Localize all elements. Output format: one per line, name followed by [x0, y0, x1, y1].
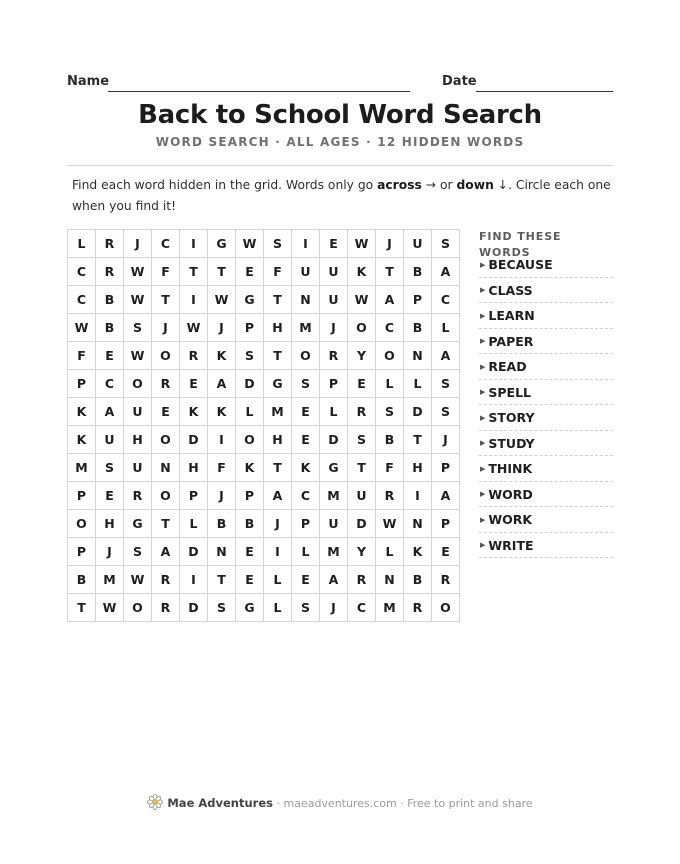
grid-cell[interactable]: U — [348, 482, 376, 510]
word-label: SPELL — [488, 384, 532, 400]
word-label: WORD — [488, 486, 533, 502]
grid-cell[interactable]: U — [320, 286, 348, 314]
grid-cell[interactable]: W — [96, 594, 124, 622]
grid-cell[interactable]: S — [264, 230, 292, 258]
grid-cell[interactable]: Y — [348, 538, 376, 566]
instructions-text-1: Find each word hidden in the grid. Words only go — [72, 178, 378, 192]
letter-grid — [67, 229, 460, 622]
grid-cell[interactable]: R — [152, 370, 180, 398]
grid-cell[interactable]: O — [124, 370, 152, 398]
grid-cell[interactable]: W — [208, 286, 236, 314]
grid-cell[interactable]: T — [180, 258, 208, 286]
footer — [0, 794, 680, 813]
grid-cell[interactable]: C — [292, 482, 320, 510]
grid-cell[interactable]: A — [376, 286, 404, 314]
grid-cell[interactable]: E — [236, 538, 264, 566]
word-list-item — [479, 381, 613, 406]
grid-cell[interactable]: H — [124, 426, 152, 454]
grid-cell[interactable]: I — [180, 286, 208, 314]
grid-cell[interactable]: M — [68, 454, 96, 482]
triangle-right-icon: ▶ — [480, 439, 486, 448]
grid-cell[interactable]: F — [152, 258, 180, 286]
grid-cell[interactable]: N — [404, 342, 432, 370]
grid-cell[interactable]: R — [96, 230, 124, 258]
grid-cell[interactable]: B — [68, 566, 96, 594]
word-label: LEARN — [488, 308, 535, 324]
grid-cell[interactable]: T — [376, 258, 404, 286]
grid-cell[interactable]: T — [404, 426, 432, 454]
grid-cell[interactable]: A — [152, 538, 180, 566]
grid-cell[interactable]: L — [404, 370, 432, 398]
word-list-item — [479, 508, 613, 533]
grid-cell[interactable]: S — [292, 370, 320, 398]
word-label: THINK — [488, 461, 533, 477]
grid-cell[interactable]: E — [96, 482, 124, 510]
grid-cell[interactable]: P — [236, 314, 264, 342]
grid-cell[interactable]: P — [68, 370, 96, 398]
grid-cell[interactable]: C — [68, 286, 96, 314]
grid-cell[interactable]: P — [236, 482, 264, 510]
grid-cell[interactable]: E — [96, 342, 124, 370]
grid-cell[interactable]: I — [264, 538, 292, 566]
grid-cell[interactable]: W — [124, 258, 152, 286]
grid-cell[interactable]: W — [180, 314, 208, 342]
grid-cell[interactable]: S — [376, 398, 404, 426]
grid-cell[interactable]: H — [264, 314, 292, 342]
grid-cell[interactable]: K — [292, 454, 320, 482]
grid-cell[interactable]: K — [236, 454, 264, 482]
grid-cell[interactable]: O — [124, 594, 152, 622]
grid-cell[interactable]: L — [292, 538, 320, 566]
grid-cell[interactable]: M — [264, 398, 292, 426]
grid-cell[interactable]: M — [320, 538, 348, 566]
grid-cell[interactable]: J — [376, 230, 404, 258]
grid-cell[interactable]: U — [404, 230, 432, 258]
grid-cell[interactable]: T — [348, 454, 376, 482]
grid-cell[interactable]: O — [152, 426, 180, 454]
grid-cell[interactable]: J — [432, 426, 460, 454]
grid-cell[interactable]: T — [264, 454, 292, 482]
word-label: CLASS — [488, 282, 533, 298]
grid-cell[interactable]: W — [124, 342, 152, 370]
triangle-right-icon: ▶ — [480, 260, 486, 269]
grid-cell[interactable]: C — [152, 230, 180, 258]
triangle-right-icon: ▶ — [480, 388, 486, 397]
grid-cell[interactable]: J — [152, 314, 180, 342]
grid-cell[interactable]: H — [404, 454, 432, 482]
word-label: WRITE — [488, 537, 534, 553]
grid-cell[interactable]: D — [320, 426, 348, 454]
grid-cell[interactable]: C — [432, 286, 460, 314]
grid-cell[interactable]: K — [404, 538, 432, 566]
instructions — [72, 175, 612, 217]
grid-cell[interactable]: I — [180, 230, 208, 258]
grid-cell[interactable]: R — [152, 594, 180, 622]
word-list-item — [479, 457, 613, 482]
grid-cell[interactable]: S — [208, 594, 236, 622]
grid-cell[interactable]: B — [376, 426, 404, 454]
triangle-right-icon: ▶ — [480, 515, 486, 524]
grid-cell[interactable]: S — [432, 230, 460, 258]
grid-cell[interactable]: G — [264, 370, 292, 398]
grid-cell[interactable]: K — [348, 258, 376, 286]
grid-cell[interactable]: U — [292, 258, 320, 286]
instructions-text-3: ↓. Circle each one when you find it! — [72, 178, 611, 213]
word-list-item — [479, 534, 613, 559]
grid-cell[interactable]: B — [404, 258, 432, 286]
grid-cell[interactable]: O — [376, 342, 404, 370]
grid-cell[interactable]: T — [264, 342, 292, 370]
grid-cell[interactable]: C — [348, 594, 376, 622]
grid-cell[interactable]: S — [124, 314, 152, 342]
daisy-flower-icon — [147, 794, 163, 813]
instructions-across: across — [377, 178, 422, 192]
grid-cell[interactable]: A — [264, 482, 292, 510]
grid-cell[interactable]: L — [68, 230, 96, 258]
grid-cell[interactable]: P — [432, 454, 460, 482]
grid-cell[interactable]: O — [152, 342, 180, 370]
grid-cell[interactable]: D — [348, 510, 376, 538]
grid-cell[interactable]: P — [292, 510, 320, 538]
name-line[interactable] — [108, 91, 410, 92]
grid-cell[interactable]: N — [404, 510, 432, 538]
grid-cell[interactable]: W — [68, 314, 96, 342]
grid-cell[interactable]: E — [180, 370, 208, 398]
grid-cell[interactable]: R — [348, 398, 376, 426]
grid-cell[interactable]: R — [180, 342, 208, 370]
grid-cell[interactable]: D — [404, 398, 432, 426]
grid-cell[interactable]: L — [236, 398, 264, 426]
grid-cell[interactable]: U — [96, 426, 124, 454]
grid-cell[interactable]: S — [292, 594, 320, 622]
grid-cell[interactable]: W — [348, 230, 376, 258]
grid-cell[interactable]: P — [68, 538, 96, 566]
triangle-right-icon: ▶ — [480, 311, 486, 320]
grid-cell[interactable]: G — [236, 594, 264, 622]
date-line[interactable] — [476, 91, 613, 92]
grid-cell[interactable]: L — [432, 314, 460, 342]
grid-cell[interactable]: P — [68, 482, 96, 510]
grid-cell[interactable]: L — [376, 538, 404, 566]
grid-cell[interactable]: P — [432, 510, 460, 538]
word-list-item — [479, 253, 613, 278]
grid-cell[interactable]: G — [236, 286, 264, 314]
grid-cell[interactable]: C — [376, 314, 404, 342]
word-list-item — [479, 304, 613, 329]
grid-cell[interactable]: U — [320, 258, 348, 286]
grid-cell[interactable]: T — [264, 286, 292, 314]
grid-cell[interactable]: B — [404, 314, 432, 342]
grid-cell[interactable]: S — [432, 398, 460, 426]
grid-cell[interactable]: F — [208, 454, 236, 482]
grid-cell[interactable]: N — [292, 286, 320, 314]
grid-cell[interactable]: B — [404, 566, 432, 594]
grid-cell[interactable]: S — [96, 454, 124, 482]
grid-cell[interactable]: E — [432, 538, 460, 566]
grid-cell[interactable]: U — [320, 510, 348, 538]
word-list-item — [479, 432, 613, 457]
grid-cell[interactable]: T — [152, 510, 180, 538]
grid-cell[interactable]: A — [432, 342, 460, 370]
grid-cell[interactable]: W — [124, 566, 152, 594]
triangle-right-icon: ▶ — [480, 490, 486, 499]
word-list-item — [479, 330, 613, 355]
date-label: Date — [442, 74, 477, 89]
grid-cell[interactable]: I — [292, 230, 320, 258]
grid-cell[interactable]: S — [432, 370, 460, 398]
grid-cell[interactable]: W — [376, 510, 404, 538]
grid-cell[interactable]: K — [68, 398, 96, 426]
instructions-down: down — [456, 178, 494, 192]
grid-cell[interactable]: O — [68, 510, 96, 538]
grid-cell[interactable]: J — [264, 510, 292, 538]
grid-cell[interactable]: T — [68, 594, 96, 622]
name-date-fields — [67, 74, 613, 94]
instructions-text-2: → or — [421, 178, 457, 192]
grid-cell[interactable]: P — [180, 482, 208, 510]
grid-cell[interactable]: J — [208, 314, 236, 342]
grid-cell[interactable]: P — [404, 286, 432, 314]
grid-cell[interactable]: P — [320, 370, 348, 398]
grid-cell[interactable]: M — [96, 566, 124, 594]
triangle-right-icon: ▶ — [480, 413, 486, 422]
grid-cell[interactable]: O — [236, 426, 264, 454]
word-list-item — [479, 406, 613, 431]
grid-cell[interactable]: H — [264, 426, 292, 454]
grid-cell[interactable]: N — [376, 566, 404, 594]
grid-cell[interactable]: I — [208, 426, 236, 454]
grid-cell[interactable]: A — [320, 566, 348, 594]
grid-cell[interactable]: G — [320, 454, 348, 482]
grid-cell[interactable]: U — [124, 454, 152, 482]
grid-cell[interactable]: D — [180, 594, 208, 622]
grid-cell[interactable]: D — [236, 370, 264, 398]
grid-cell[interactable]: E — [152, 398, 180, 426]
grid-cell[interactable]: E — [236, 258, 264, 286]
grid-cell[interactable]: T — [208, 566, 236, 594]
grid-cell[interactable]: C — [68, 258, 96, 286]
grid-cell[interactable]: B — [236, 510, 264, 538]
grid-cell[interactable]: E — [292, 398, 320, 426]
grid-cell[interactable]: W — [236, 230, 264, 258]
grid-cell[interactable]: N — [152, 454, 180, 482]
grid-cell[interactable]: R — [404, 594, 432, 622]
grid-cell[interactable]: D — [180, 426, 208, 454]
word-label: BECAUSE — [488, 257, 553, 273]
grid-cell[interactable]: I — [404, 482, 432, 510]
grid-cell[interactable]: R — [320, 342, 348, 370]
word-list — [479, 229, 613, 558]
grid-cell[interactable]: O — [152, 482, 180, 510]
grid-cell[interactable]: S — [124, 538, 152, 566]
triangle-right-icon: ▶ — [480, 541, 486, 550]
grid-cell[interactable]: H — [180, 454, 208, 482]
word-list-heading: FIND THESE WORDS — [479, 230, 562, 259]
grid-cell[interactable]: B — [208, 510, 236, 538]
grid-cell[interactable]: L — [264, 594, 292, 622]
grid-cell[interactable]: N — [208, 538, 236, 566]
grid-cell[interactable]: E — [236, 566, 264, 594]
grid-cell[interactable]: J — [96, 538, 124, 566]
grid-cell[interactable]: B — [96, 314, 124, 342]
grid-cell[interactable]: J — [320, 594, 348, 622]
grid-cell[interactable]: J — [208, 482, 236, 510]
grid-cell[interactable]: E — [320, 230, 348, 258]
triangle-right-icon: ▶ — [480, 286, 486, 295]
grid-cell[interactable]: K — [68, 426, 96, 454]
page-title: Back to School Word Search — [138, 100, 542, 130]
triangle-right-icon: ▶ — [480, 464, 486, 473]
grid-cell[interactable]: U — [124, 398, 152, 426]
grid-cell[interactable]: A — [208, 370, 236, 398]
word-list-item — [479, 355, 613, 380]
page-subtitle: WORD SEARCH · ALL AGES · 12 HIDDEN WORDS — [155, 135, 525, 149]
word-list-item — [479, 279, 613, 304]
grid-cell[interactable]: F — [376, 454, 404, 482]
grid-cell[interactable]: F — [68, 342, 96, 370]
grid-cell[interactable]: K — [208, 342, 236, 370]
grid-cell[interactable]: J — [124, 230, 152, 258]
grid-cell[interactable]: W — [348, 286, 376, 314]
grid-cell[interactable]: L — [320, 398, 348, 426]
triangle-right-icon: ▶ — [480, 337, 486, 346]
grid-cell[interactable]: T — [152, 286, 180, 314]
grid-cell[interactable]: D — [180, 538, 208, 566]
grid-cell[interactable]: S — [348, 426, 376, 454]
grid-cell[interactable]: L — [376, 370, 404, 398]
grid-cell[interactable]: O — [292, 342, 320, 370]
grid-cell[interactable]: A — [432, 258, 460, 286]
word-list-item — [479, 483, 613, 508]
grid-cell[interactable]: C — [96, 370, 124, 398]
grid-cell[interactable]: H — [96, 510, 124, 538]
footer-brand: Mae Adventures — [167, 796, 273, 810]
triangle-right-icon: ▶ — [480, 362, 486, 371]
grid-cell[interactable]: A — [96, 398, 124, 426]
grid-cell[interactable]: Y — [348, 342, 376, 370]
grid-cell[interactable]: O — [348, 314, 376, 342]
grid-cell[interactable]: G — [208, 230, 236, 258]
grid-cell[interactable]: R — [96, 258, 124, 286]
grid-cell[interactable]: G — [124, 510, 152, 538]
grid-cell[interactable]: W — [124, 286, 152, 314]
grid-cell[interactable]: O — [432, 594, 460, 622]
grid-cell[interactable]: R — [348, 566, 376, 594]
grid-cell[interactable]: R — [124, 482, 152, 510]
name-label: Name — [67, 74, 110, 89]
grid-cell[interactable]: S — [236, 342, 264, 370]
grid-cell[interactable]: E — [292, 426, 320, 454]
word-label: STUDY — [488, 435, 535, 451]
grid-cell[interactable]: L — [264, 566, 292, 594]
grid-cell[interactable]: R — [432, 566, 460, 594]
grid-cell[interactable]: T — [208, 258, 236, 286]
grid-cell[interactable]: I — [180, 566, 208, 594]
grid-cell[interactable]: B — [96, 286, 124, 314]
grid-cell[interactable]: R — [152, 566, 180, 594]
grid-cell[interactable]: M — [376, 594, 404, 622]
grid-cell[interactable]: A — [432, 482, 460, 510]
grid-cell[interactable]: M — [320, 482, 348, 510]
grid-cell[interactable]: E — [348, 370, 376, 398]
grid-cell[interactable]: L — [180, 510, 208, 538]
word-label: READ — [488, 359, 527, 375]
grid-cell[interactable]: E — [292, 566, 320, 594]
divider — [67, 165, 613, 166]
word-label: WORK — [488, 512, 533, 528]
grid-cell[interactable]: K — [180, 398, 208, 426]
grid-cell[interactable]: M — [292, 314, 320, 342]
grid-cell[interactable]: R — [376, 482, 404, 510]
footer-text: · maeadventures.com · Free to print and share — [272, 797, 533, 810]
grid-cell[interactable]: F — [264, 258, 292, 286]
word-label: PAPER — [488, 333, 534, 349]
grid-cell[interactable]: K — [208, 398, 236, 426]
grid-cell[interactable]: J — [320, 314, 348, 342]
word-label: STORY — [488, 410, 535, 426]
